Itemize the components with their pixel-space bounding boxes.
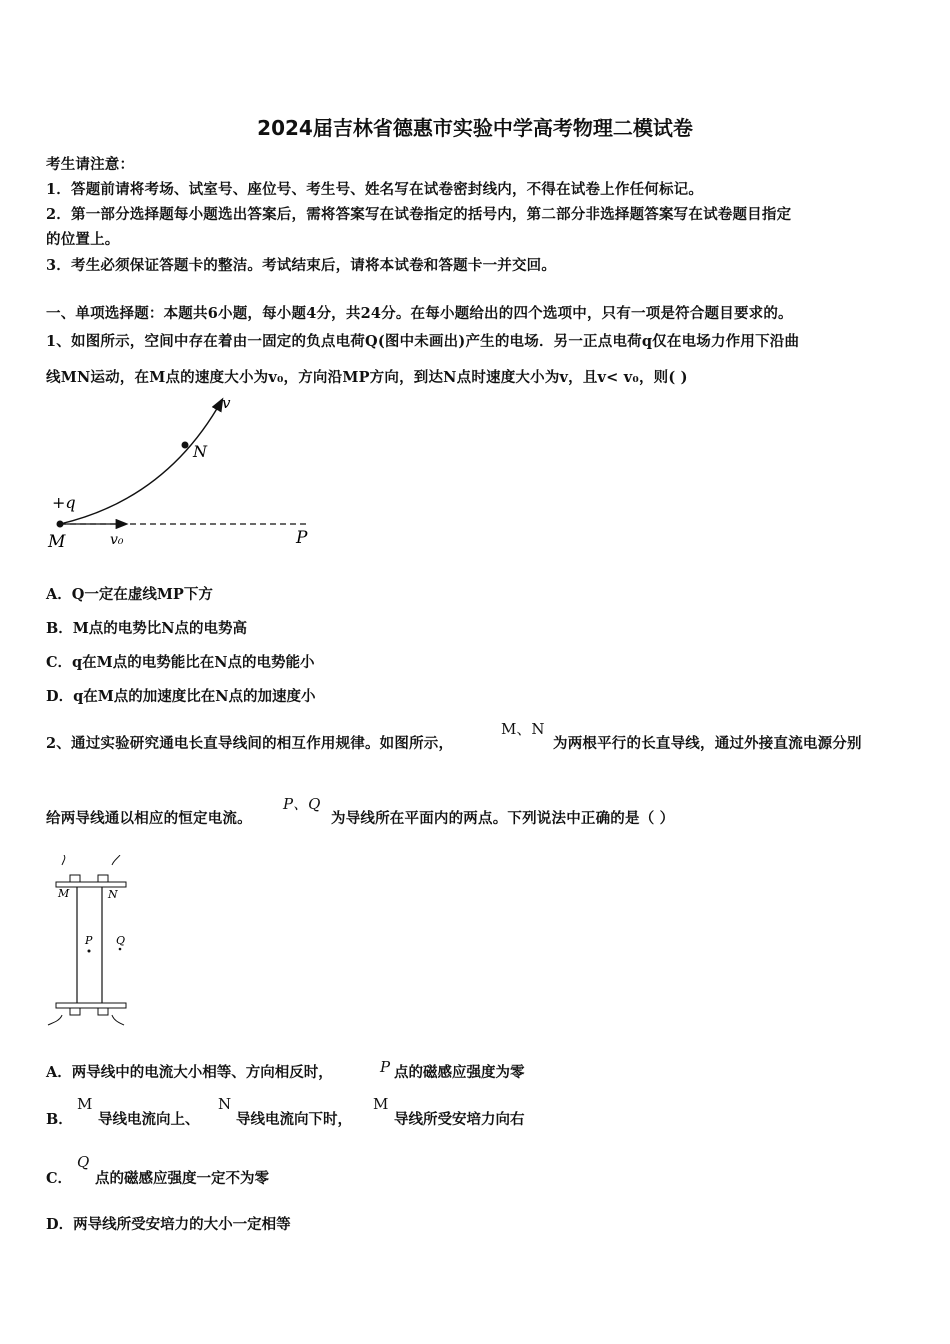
q2-sym-pq: P、Q	[283, 795, 321, 813]
q2-option-c-label: C．	[46, 1170, 73, 1187]
q2-option-a-sym: P	[380, 1058, 391, 1076]
q2-figure	[40, 855, 140, 1030]
q2-option-c-text: 点的磁感应强度一定不为零	[95, 1170, 269, 1187]
label-q: +q	[52, 493, 76, 512]
notice-item-3: 3．考生必须保证答题卡的整洁。考试结束后，请将本试卷和答题卡一并交回。	[46, 257, 557, 274]
notice-item-2: 2．第一部分选择题每小题选出答案后，需将答案写在试卷指定的括号内，第二部分非选择题答案写在试卷题目指定	[46, 206, 792, 223]
q2-stem-line1a: 2、通过实验研究通电长直导线间的相互作用规律。如图所示，	[46, 735, 454, 752]
q2-option-b-text1: 导线电流向上、	[98, 1111, 200, 1128]
point-m	[57, 521, 64, 528]
label-n: N	[193, 442, 207, 461]
q1-option-c: C．q在M点的电势能比在N点的电势能小	[46, 654, 315, 671]
q1-figure	[40, 390, 330, 555]
page-title: 2024届吉林省德惠市实验中学高考物理二模试卷	[257, 116, 693, 140]
q2-option-b-text2: 导线电流向下时，	[236, 1111, 352, 1128]
q2-option-c-sym: Q	[77, 1153, 90, 1171]
notice-item-2-cont: 的位置上。	[46, 231, 120, 248]
q2-stem-line1b: 为两根平行的长直导线，通过外接直流电源分别	[553, 735, 862, 752]
q2-option-a-text1: A．两导线中的电流大小相等、方向相反时，	[46, 1064, 333, 1081]
label-q2: Q	[116, 934, 126, 947]
label-n2: N	[108, 888, 118, 901]
point-q	[119, 948, 122, 951]
q2-option-b-sym2: N	[218, 1095, 232, 1113]
q1-stem-line2: 线MN运动，在M点的速度大小为v₀，方向沿MP方向，到达N点时速度大小为v，且v< v₀，则( )	[46, 369, 688, 386]
section-heading: 一、单项选择题：本题共6小题，每小题4分，共24分。在每小题给出的四个选项中，只有一项是符合题目要求的。	[46, 305, 793, 322]
label-v0: v₀	[110, 532, 124, 548]
bottom-bar	[56, 1003, 126, 1008]
notice-item-1: 1．答题前请将考场、试室号、座位号、考生号、姓名写在试卷密封线内，不得在试卷上作任何标记。	[46, 181, 704, 198]
point-p	[88, 950, 91, 953]
q2-option-d: D．两导线所受安培力的大小一定相等	[46, 1216, 291, 1233]
q1-option-a: A．Q一定在虚线MP下方	[46, 586, 213, 603]
q1-option-b: B．M点的电势比N点的电势高	[46, 620, 248, 637]
q2-option-a-text2: 点的磁感应强度为零	[394, 1064, 525, 1081]
q2-option-b-sym1: M	[77, 1095, 93, 1113]
trajectory-curve	[60, 400, 222, 524]
label-p2: P	[85, 934, 93, 947]
q2-option-b-text3: 导线所受安培力向右	[394, 1111, 525, 1128]
q1-option-d: D．q在M点的加速度比在N点的加速度小	[46, 688, 316, 705]
notice-heading: 考生请注意：	[46, 156, 135, 173]
point-n	[182, 442, 189, 449]
label-p: P	[296, 528, 308, 548]
q2-stem-line2a: 给两导线通以相应的恒定电流。	[46, 810, 252, 827]
label-v: v	[222, 394, 231, 412]
label-m2: M	[58, 887, 70, 900]
q2-option-b-label: B．	[46, 1111, 73, 1128]
q2-stem-line2b: 为导线所在平面内的两点。下列说法中正确的是（ ）	[331, 810, 675, 827]
q2-option-b-sym3: M	[373, 1095, 389, 1113]
q1-stem-line1: 1、如图所示，空间中存在着由一固定的负点电荷Q(图中未画出)产生的电场．另一正点电荷q仅在电场力作用下沿曲	[46, 333, 800, 350]
q2-sym-mn: M、N	[501, 720, 545, 738]
label-m: M	[48, 532, 66, 552]
